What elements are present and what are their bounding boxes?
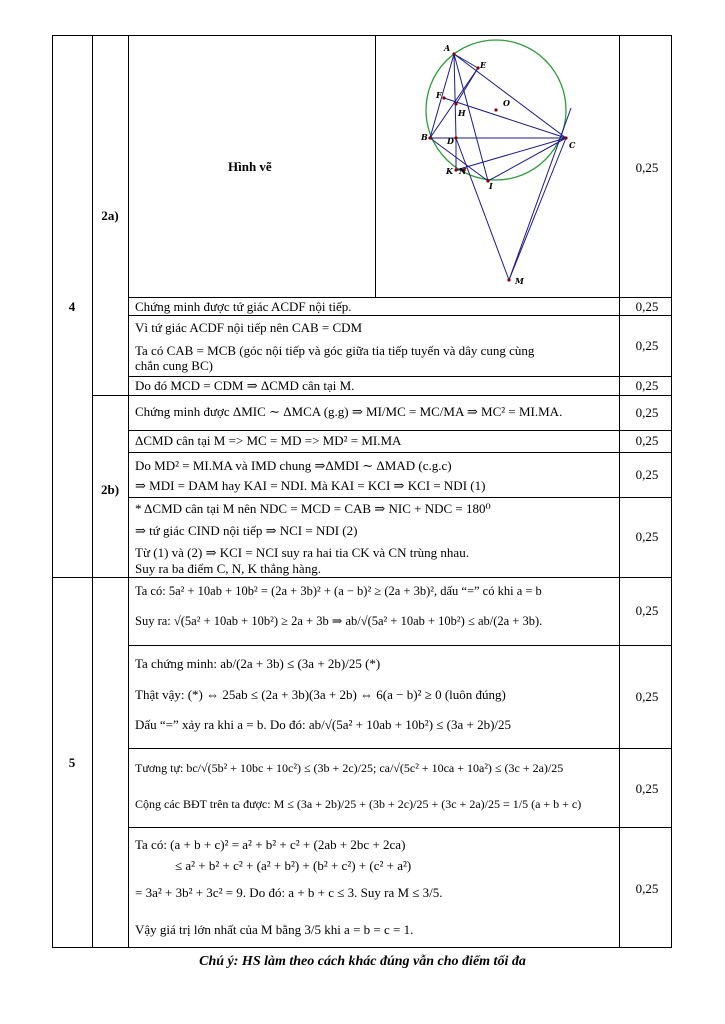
line-b2: ΔCMD cân tại M => MC = MD => MD² = MI.MA: [135, 433, 402, 448]
point-label-i: I: [489, 181, 493, 191]
line-c3a: Tương tự: bc/√(5b² + 10bc + 10c²) ≤ (3b + 2c)/25; ca/√(5c² + 10ca + 10a²) ≤ (3c + 2a)/25: [135, 761, 564, 775]
line-b4a: * ΔCMD cân tại M nên NDC = MCD = CAB ⇒ NIC + NDC = 180⁰: [135, 501, 491, 516]
score-cell: 0,25: [635, 299, 659, 314]
line-c3b: Cộng các BĐT trên ta được: M ≤ (3a + 2b)/25 + (3b + 2c)/25 + (3c + 2a)/25 = 1/5 (a + b + c): [135, 797, 582, 811]
line-b4c: Từ (1) và (2) ⇒ KCI = NCI suy ra hai tia CK và CN trùng nhau.: [135, 545, 469, 560]
line-c2b: Thật vậy: (*) ⇔ 25ab ≤ (2a + 3b)(3a + 2b) ⇔ 6(a − b)² ≥ 0 (luôn đúng): [135, 687, 506, 702]
line-c1a: Ta có: 5a² + 10ab + 10b² = (2a + 3b)² + (a − b)² ≥ (2a + 3b)², dấu “=” có khi a = b: [135, 584, 542, 598]
score-cell: 0,25: [635, 781, 659, 796]
point-label-b: B: [421, 132, 428, 142]
point-label-o: O: [503, 98, 510, 108]
score-cell: 0,25: [635, 603, 659, 618]
score-cell: 0,25: [635, 338, 659, 353]
line-b3a: Do MD² = MI.MA và IMD chung ⇒ΔMDI ∼ ΔMAD (c.g.c): [135, 458, 452, 473]
line-r2c: chắn cung BC): [135, 358, 213, 373]
score-cell: 0,25: [635, 881, 659, 896]
score-cell: 0,25: [635, 467, 659, 482]
point-label-k: K: [446, 166, 453, 176]
question-number-5: 5: [68, 755, 76, 770]
part-label-2a: 2a): [101, 208, 119, 223]
score-cell: 0,25: [635, 378, 659, 393]
point-label-f: F: [436, 90, 442, 100]
line-c1b: Suy ra: √(5a² + 10ab + 10b²) ≥ 2a + 3b ⇒ ab/√(5a² + 10ab + 10b²) ≤ ab/(2a + 3b).: [135, 614, 543, 628]
point-label-c: C: [569, 140, 576, 150]
point-label-a: A: [444, 43, 451, 53]
line-c4a: Ta có: (a + b + c)² = a² + b² + c² + (2ab + 2bc + 2ca): [135, 837, 406, 852]
line-r2a: Vì tứ giác ACDF nội tiếp nên CAB = CDM: [135, 320, 363, 335]
line-c2c: Dấu “=” xảy ra khi a = b. Do đó: ab/√(5a² + 10ab + 10b²) ≤ (3a + 2b)/25: [135, 717, 512, 732]
score-cell: 0,25: [635, 405, 659, 420]
line-c4c: = 3a² + 3b² + 3c² = 9. Do đó: a + b + c ≤ 3. Suy ra M ≤ 3/5.: [135, 885, 443, 900]
line-c4b: ≤ a² + b² + c² + (a² + b²) + (b² + c²) + (c² + a²): [175, 858, 412, 873]
part-label-2b: 2b): [100, 482, 120, 497]
line-c2a: Ta chứng minh: ab/(2a + 3b) ≤ (3a + 2b)/25 (*): [135, 656, 381, 671]
score-cell: 0,25: [635, 160, 659, 175]
figure-label: Hình vẽ: [228, 159, 272, 174]
line-c4d: Vậy giá trị lớn nhất của M bằng 3/5 khi a = b = c = 1.: [135, 922, 414, 937]
footer-note: Chú ý: HS làm theo cách khác đúng vẫn cho điểm tối đa: [199, 954, 526, 969]
line-r1: Chứng minh được tứ giác ACDF nội tiếp.: [135, 299, 352, 314]
line-r3: Do đó MCD = CDM ⇒ ΔCMD cân tại M.: [135, 378, 355, 393]
point-label-e: E: [480, 60, 487, 70]
score-cell: 0,25: [635, 689, 659, 704]
line-b4b: ⇒ tứ giác CIND nội tiếp ⇒ NCI = NDI (2): [135, 523, 358, 538]
line-b3b: ⇒ MDI = DAM hay KAI = NDI. Mà KAI = KCI ⇒ KCI = NDI (1): [135, 478, 486, 493]
point-label-h: H: [458, 108, 466, 118]
question-number-4: 4: [68, 299, 76, 314]
line-r2b: Ta có CAB = MCB (góc nội tiếp và góc giữa tia tiếp tuyến và dây cung cùng: [135, 343, 535, 358]
point-label-n: N: [459, 166, 467, 176]
score-cell: 0,25: [635, 529, 659, 544]
line-b4d: Suy ra ba điểm C, N, K thẳng hàng.: [135, 561, 321, 576]
geometry-figure: [376, 36, 619, 297]
score-cell: 0,25: [635, 433, 659, 448]
point-label-m: M: [515, 276, 524, 286]
point-label-d: D: [447, 136, 454, 146]
line-b1: Chứng minh được ΔMIC ∼ ΔMCA (g.g) ⇒ MI/MC = MC/MA ⇒ MC² = MI.MA.: [135, 404, 563, 419]
